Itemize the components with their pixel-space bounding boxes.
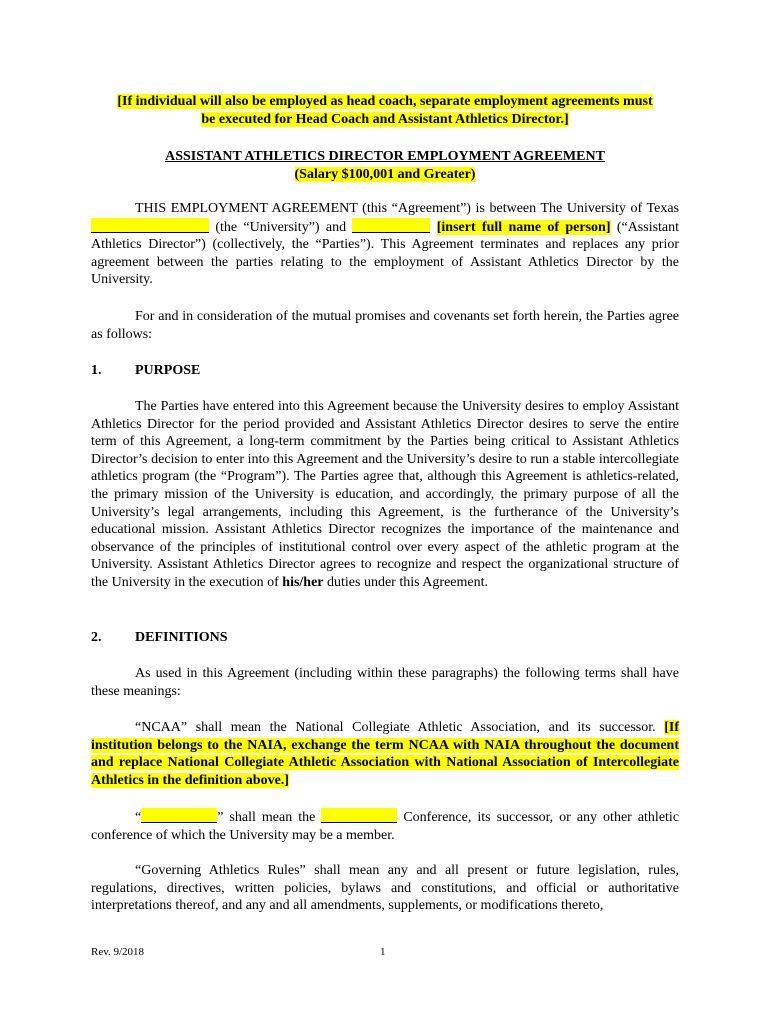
conference-text-c: Conference, its successor, or any other athletic conference of which the University may be a member. (91, 810, 680, 843)
document-title (92, 148, 678, 184)
ncaa-definition (91, 719, 679, 789)
ncaa-text: “NCAA” shall mean the National Collegiate Athletic Association, and its successor. (135, 720, 656, 735)
preamble-text-a: THIS EMPLOYMENT AGREEMENT (this “Agreement”) is between The University of Texas (135, 201, 679, 216)
section1-heading (91, 362, 200, 380)
his-her-text: his/her (282, 574, 324, 590)
conference-quote-open: “ (135, 810, 142, 825)
governing-rules-definition: “Governing Athletics Rules” shall mean any and all present or future legislation, rules, regulations, directives, written policies, bylaws and constitutions, and official or authoritative interpretations thereof, and any and all amendments, supplements, or modifications thereto, (91, 863, 679, 914)
purpose-text-a: The Parties have entered into this Agreement because the University desires to employ Assistant Athletics Director for the period provided and Assistant Athletics Director desires to serve the entire term of this Agreement, a long-term commitment by the Parties being critical to Assistant Athletics Director’s decision to enter into this Agreement and the University’s desire to run a stable intercollegiate athletics program (the “Program”). The Parties agree that, although this Agreement is athletics-related, the primary mission of the University is education, and accordingly, the primary purpose of all the University’s legal arrangements, including this Agreement, is the furtherance of the University’s educational mission. Assistant Athletics Director recognizes the importance of the maintenance and observance of the principles of institutional control over every aspect of the athletic program at the University. Assistant Athletics Director agrees to recognize and respect the organizational structure of the University in the execution of (91, 399, 679, 590)
conference-text-b: ” shall mean the (217, 810, 316, 825)
purpose-text-b: duties under this Agreement. (327, 574, 488, 590)
section1-number: 1. (91, 363, 102, 378)
preamble-text-b: (the “University”) and (215, 219, 347, 235)
section1-title: PURPOSE (135, 363, 201, 378)
consideration-paragraph: For and in consideration of the mutual promises and covenants set forth herein, the Parties agree as follows: (91, 309, 679, 342)
conference-term-blank[interactable] (141, 808, 217, 823)
intro-note (92, 93, 678, 129)
person-name-blank[interactable] (352, 218, 430, 233)
purpose-paragraph (91, 398, 679, 592)
preamble-text-c: (“Assistant Athletics Director”) (collectively, the “Parties”). This Agreement terminates and replaces any prior agreement between the parties relating to the employment of Assistant Athletics Director by the University. (91, 219, 680, 288)
definitions-intro: As used in this Agreement (including within these paragraphs) the following terms shall have these meanings: (91, 666, 679, 699)
preamble-paragraph (91, 200, 679, 289)
conference-name-blank[interactable] (321, 808, 397, 823)
naia-note: [If institution belongs to the NAIA, exchange the term NCAA with NAIA throughout the document and replace National Collegiate Athletic Association with National Association of Intercollegiate Athletics in the definition above.] (91, 720, 679, 788)
page-number: 1 (380, 946, 386, 958)
revision-label: Rev. 9/2018 (91, 946, 145, 958)
section2-title: DEFINITIONS (135, 630, 228, 645)
university-name-blank[interactable] (91, 218, 209, 233)
title-main: ASSISTANT ATHLETICS DIRECTOR EMPLOYMENT AGREEMENT (165, 149, 605, 164)
conference-definition (91, 808, 679, 844)
intro-note-line2: be executed for Head Coach and Assistant Athletics Director.] (201, 112, 569, 127)
insert-name-note: [insert full name of person] (436, 219, 611, 235)
intro-note-line1: [If individual will also be employed as head coach, separate employment agreements must (117, 94, 653, 109)
title-sub: (Salary $100,001 and Greater) (294, 167, 476, 182)
section2-heading (91, 629, 228, 647)
section2-number: 2. (91, 630, 102, 645)
